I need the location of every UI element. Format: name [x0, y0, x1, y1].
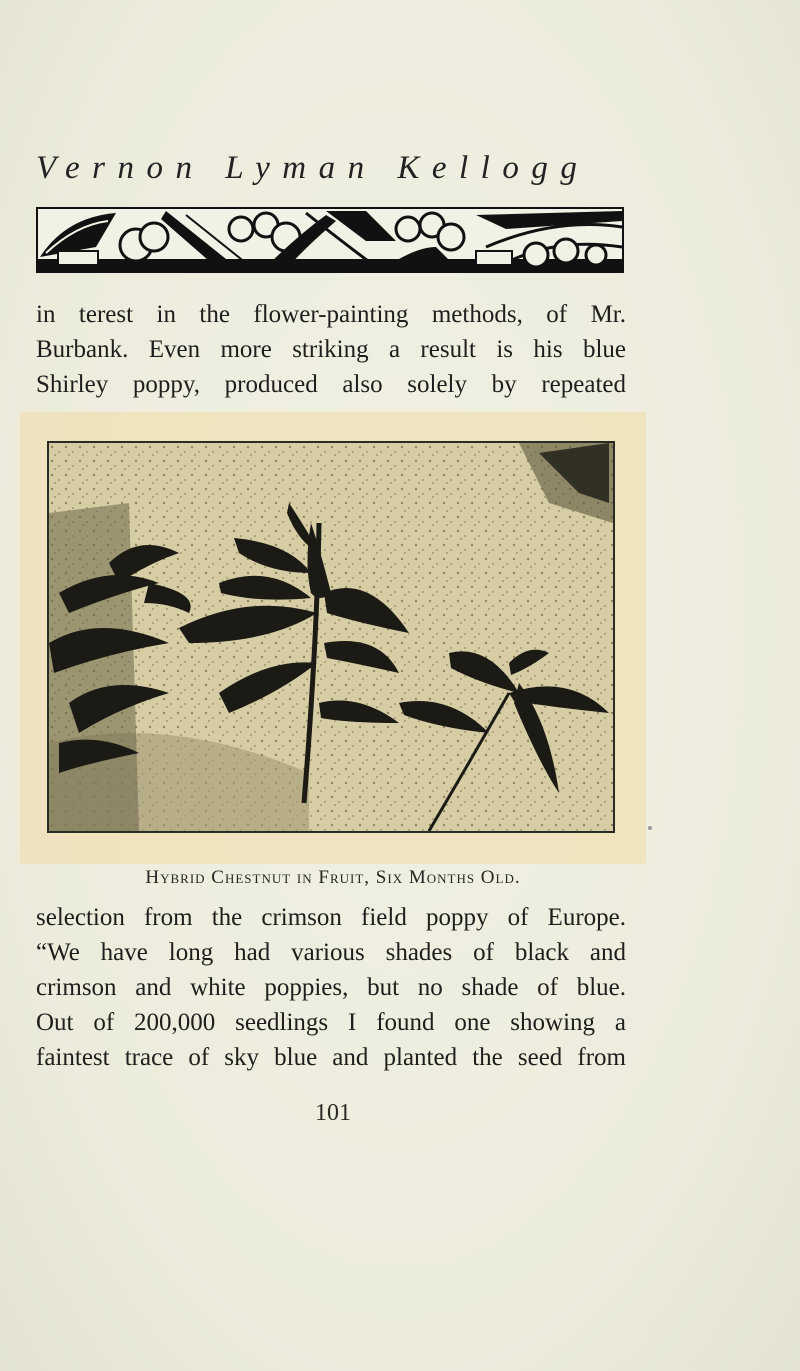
figure-caption: Hybrid Chestnut in Fruit, Six Months Old.	[145, 867, 521, 888]
text-line: Burbank. Even more striking a result is his blue	[36, 336, 626, 363]
chestnut-photograph	[47, 441, 615, 833]
body-text-bottom	[36, 900, 626, 1075]
text-line: crimson and white poppies, but no shade of blue.	[36, 974, 626, 1001]
text-line: in terest in the flower-painting methods, of Mr.	[36, 301, 626, 328]
text-line: “We have long had various shades of black and	[36, 939, 626, 966]
page-number: 101	[315, 1100, 351, 1126]
text-line: selection from the crimson field poppy of Europe.	[36, 904, 626, 931]
text-line: faintest trace of sky blue and planted the seed from	[36, 1044, 626, 1071]
paper-speck	[648, 826, 652, 830]
text-line: Shirley poppy, produced also solely by repeated	[36, 371, 626, 398]
decorative-header-ornament	[36, 207, 624, 273]
text-line: Out of 200,000 seedlings I found one showing a	[36, 1009, 626, 1036]
running-head: Vernon Lyman Kellogg	[36, 150, 590, 186]
body-text-top	[36, 297, 626, 402]
